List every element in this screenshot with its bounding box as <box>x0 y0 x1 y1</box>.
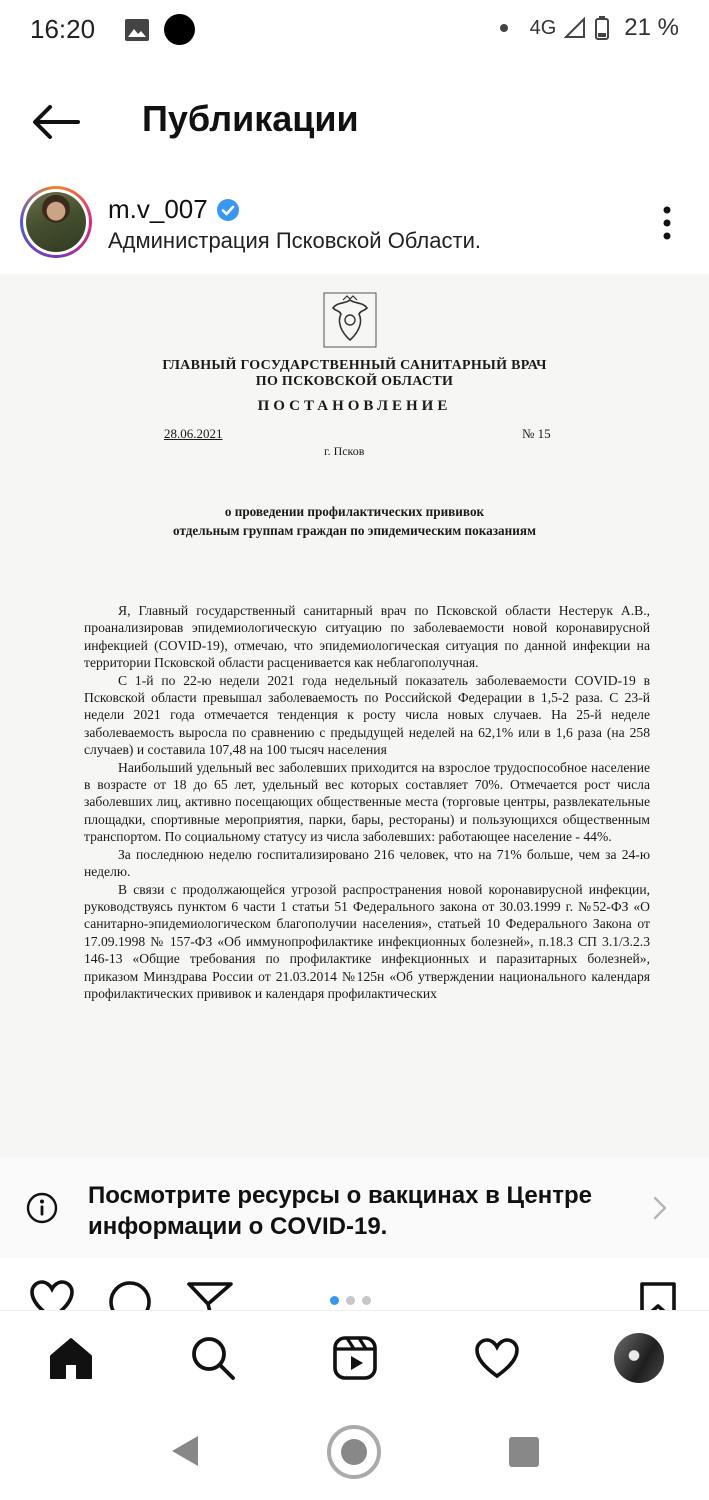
status-time: 16:20 <box>30 14 96 44</box>
more-vertical-icon[interactable] <box>661 206 673 240</box>
doc-paragraph: С 1-й по 22-ю недели 2021 года недельный показатель заболеваемости COVID-19 в Псковской области превышал заболеваемость по Российской Федерации в 1,5-2 раза. С 23-й недели 2021 года отмечается тенденция к росту числа новых случаев. На 25-й неделе заболеваемость выросла по сравнению с предыдущей неделей на 62,1% или в 1,6 раза (на 258 случаев) и составила 107,48 на 100 тысяч населения <box>84 672 650 758</box>
coat-of-arms-emblem <box>323 292 377 348</box>
notification-dot-icon <box>164 14 195 45</box>
dot-icon <box>500 24 508 32</box>
doc-heading-3: ПОСТАНОВЛЕНИЕ <box>257 398 452 414</box>
app-header <box>0 72 709 168</box>
doc-paragraph: Наибольший удельный вес заболевших приходится на взрослое трудоспособное население в возрасте от 18 до 65 лет, удельный вес которых составляет 70%. Отмечается рост числа заболевших лиц, активно посещающих общественные места (торговые центры, развлекательные площадки, спортивные мероприятия, парки, бары, рестораны) и пользующихся общественным транспортом. По социальному статусу из числа заболевших: работающее население - 44%. <box>84 759 650 845</box>
nav-search[interactable] <box>188 1333 238 1383</box>
search-icon <box>190 1335 236 1381</box>
system-back-icon[interactable] <box>170 1434 200 1468</box>
nav-home[interactable] <box>46 1333 96 1383</box>
arrow-left-icon[interactable] <box>30 102 82 142</box>
system-home-icon[interactable] <box>326 1424 382 1480</box>
profile-avatar <box>614 1333 664 1383</box>
battery-percent: 21 % <box>624 14 679 41</box>
covid-banner-text: Посмотрите ресурсы о вакцинах в Центре информации о COVID-19. <box>88 1182 592 1240</box>
post-header <box>0 178 709 272</box>
avatar[interactable] <box>20 186 92 258</box>
doc-date: 28.06.2021 <box>164 426 223 441</box>
doc-heading-2: ПО ПСКОВСКОЙ ОБЛАСТИ <box>255 374 454 389</box>
bookmark-icon[interactable] <box>636 1280 684 1310</box>
doc-paragraph: За последнюю неделю госпитализировано 216 человек, что на 71% больше, чем за 24-ю неделю. <box>84 846 650 880</box>
page-title: Публикации <box>142 98 359 139</box>
system-recents-icon[interactable] <box>508 1436 540 1468</box>
network-type: 4G <box>529 16 557 39</box>
reels-icon <box>332 1335 378 1381</box>
carousel-dot <box>330 1296 339 1305</box>
home-icon <box>48 1336 94 1380</box>
carousel-dot <box>346 1296 355 1305</box>
doc-paragraph: В связи с продолжающейся угрозой распространения новой коронавирусной инфекции, руководствуясь пунктом 6 части 1 статьи 51 Федерального закона от 30.03.1999 г. №52-ФЗ «О санитарно-эпидемиологическом благополучии населения», статьей 10 Федерального Закона от 17.09.1998 № 157-ФЗ «Об иммунопрофилактике инфекционных болезней», п.18.3 СП 3.1/3.2.3 146-13 «Общие требования по профилактике инфекционных и паразитарных болезней», приказом Минздрава России от 21.03.2014 №125н «Об утверждении национального календаря профилактических прививок и календаря профилактических <box>84 881 650 1001</box>
post-image-document[interactable] <box>0 274 709 1158</box>
battery-icon <box>594 15 610 41</box>
avatar-image <box>26 192 86 252</box>
doc-body <box>84 602 650 1002</box>
post-actions <box>0 1270 709 1310</box>
doc-number: № 15 <box>522 426 551 441</box>
signal-icon <box>564 17 586 39</box>
nav-reels[interactable] <box>330 1333 380 1383</box>
carousel-dot <box>362 1296 371 1305</box>
bottom-navigation <box>0 1310 709 1404</box>
comment-icon[interactable] <box>106 1280 154 1310</box>
doc-city: г. Псков <box>324 444 365 458</box>
doc-paragraph: Я, Главный государственный санитарный врач по Псковской области Нестерук А.В., проанализировав эпидемиологическую ситуацию по заболеваемости новой коронавирусной инфекцией (COVID-19), отмечаю, что эпидемиологическая ситуация по данной инфекции на территории Псковской области расценивается как неблагополучная. <box>84 603 650 671</box>
heart-icon[interactable] <box>28 1280 76 1310</box>
verified-badge-icon <box>216 198 240 222</box>
heart-icon <box>473 1337 521 1379</box>
covid-info-banner[interactable] <box>0 1158 709 1258</box>
nav-activity[interactable] <box>472 1333 522 1383</box>
post-location[interactable]: Администрация Псковской Области. <box>108 228 481 253</box>
chevron-right-icon <box>653 1196 667 1220</box>
post-username[interactable]: m.v_007 <box>108 194 208 224</box>
carousel-indicator <box>330 1296 371 1305</box>
doc-heading-1: ГЛАВНЫЙ ГОСУДАРСТВЕННЫЙ САНИТАРНЫЙ ВРАЧ <box>162 358 547 373</box>
gallery-icon <box>124 18 150 42</box>
nav-profile[interactable] <box>614 1333 664 1383</box>
system-navigation <box>0 1404 709 1500</box>
doc-subject-1: о проведении профилактических прививок <box>224 504 485 519</box>
doc-subject-2: отдельным группам граждан по эпидемическим показаниям <box>173 523 536 538</box>
send-icon[interactable] <box>186 1280 234 1310</box>
info-icon <box>26 1192 58 1224</box>
status-bar <box>0 0 709 62</box>
